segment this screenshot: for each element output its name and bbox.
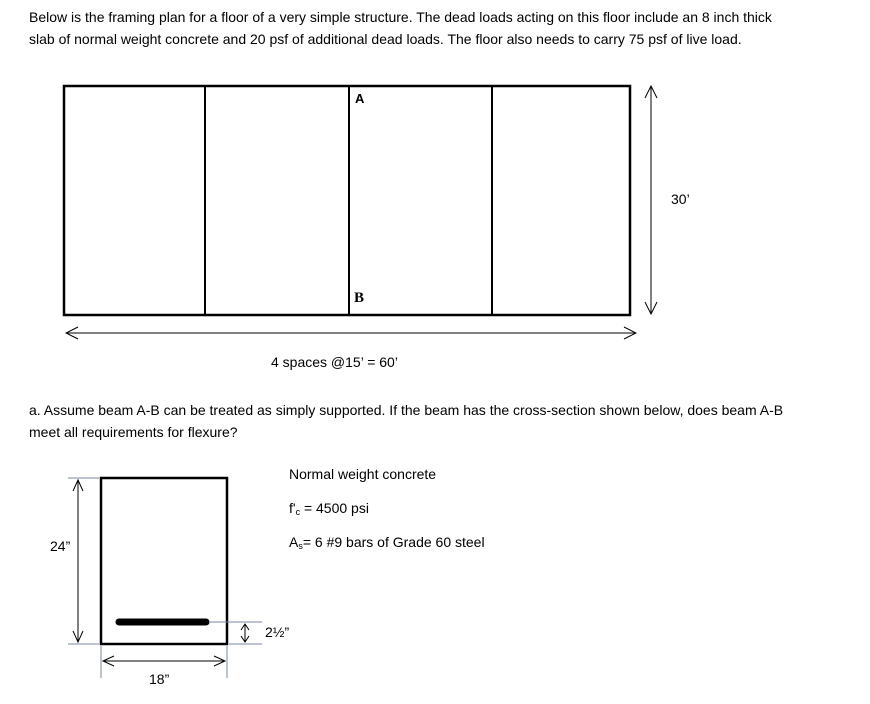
span-dimension-arrow — [66, 327, 636, 339]
intro-line-2: slab of normal weight concrete and 20 psf of additional dead loads. The floor also needs to carry 75 psf of live load. — [29, 31, 742, 47]
intro-line-1: Below is the framing plan for a floor of a very simple structure. The dead loads acting on this floor include an 8 inch thick — [29, 9, 772, 25]
fc-symbol: f' — [289, 500, 296, 516]
label-b: B — [354, 290, 365, 306]
as-value: = 6 #9 bars of Grade 60 steel — [302, 534, 485, 550]
cover-dimension-arrow — [209, 622, 262, 644]
as-symbol: A — [289, 534, 299, 550]
fc-value: = 4500 psi — [300, 500, 369, 516]
framing-plan-outline — [64, 86, 630, 315]
section-height-label: 24” — [50, 538, 71, 554]
question-line-1: a. Assume beam A-B can be treated as simply supported. If the beam has the cross-section shown below, does beam A-B — [29, 402, 784, 418]
section-height-arrow — [68, 478, 99, 644]
height-label: 30’ — [671, 191, 690, 207]
fc-subscript: c — [295, 507, 301, 517]
concrete-type: Normal weight concrete — [289, 466, 437, 482]
label-a: A — [355, 91, 365, 106]
as-subscript: s — [298, 541, 303, 551]
section-width-label: 18” — [149, 671, 170, 687]
span-label: 4 spaces @15’ = 60’ — [271, 354, 398, 370]
question-paragraph — [29, 399, 849, 443]
height-dimension-arrow — [645, 86, 657, 314]
question-line-2: meet all requirements for flexure? — [29, 424, 238, 440]
cover-label: 2½” — [265, 624, 290, 640]
concrete-strength — [289, 500, 369, 516]
steel-area — [289, 534, 485, 550]
